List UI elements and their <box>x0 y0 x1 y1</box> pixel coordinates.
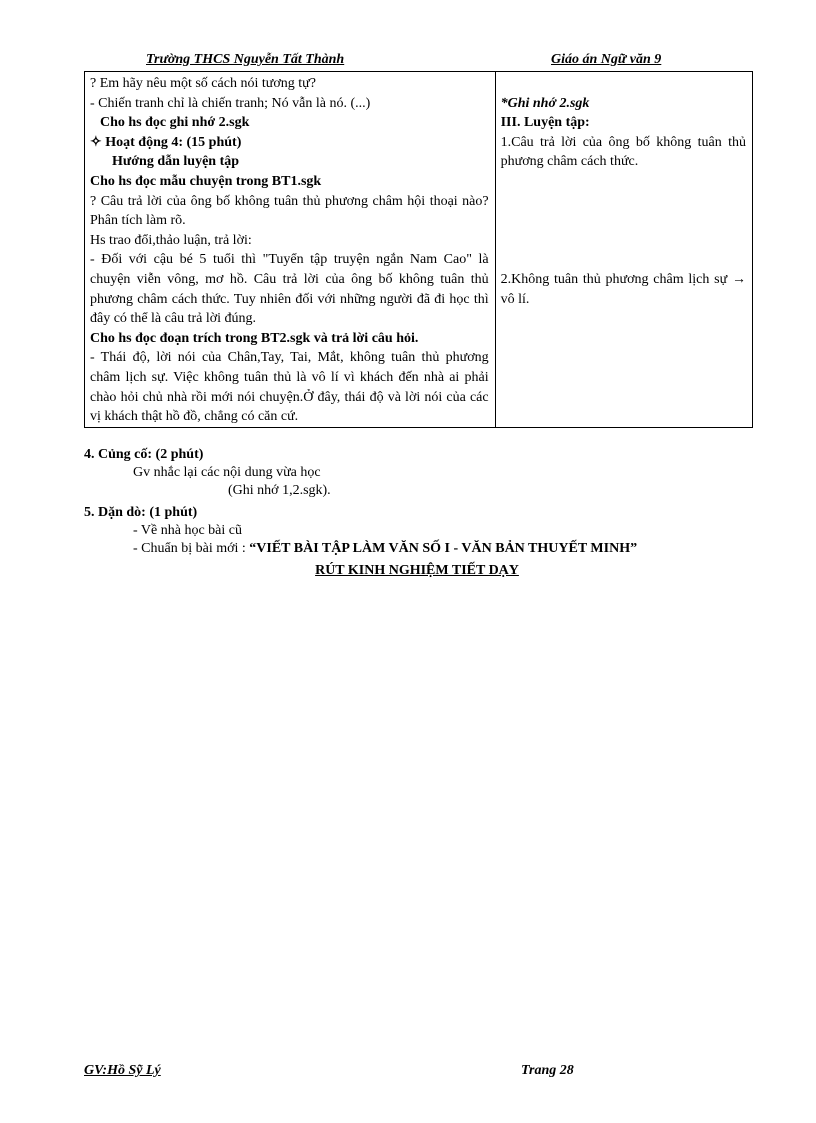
memo-note: *Ghi nhớ 2.sgk <box>500 95 590 111</box>
question-line: ? Em hãy nêu một số cách nói tương tự? <box>90 76 316 91</box>
section-4-line-2: (Ghi nhớ 1,2.sgk). <box>228 483 331 498</box>
lesson-table <box>84 71 753 428</box>
spacer <box>501 172 746 270</box>
instruction-line: Cho hs đọc ghi nhớ 2.sgk <box>100 115 250 131</box>
example-line: - Chiến tranh chỉ là chiến tranh; Nó vẫn là nó. (...) <box>90 95 371 111</box>
practice-heading: III. Luyện tập: <box>500 115 590 131</box>
subject-title: Giáo án Ngữ văn 9 <box>551 52 662 67</box>
teacher-name: GV:Hồ Sỹ Lý <box>84 1063 161 1078</box>
practice-item-2-result: vô lí. <box>500 291 530 307</box>
table-row <box>85 72 753 428</box>
activity-heading <box>90 133 489 153</box>
instruction-line: Cho hs đọc đoạn trích trong BT2.sgk và trả lời câu hỏi. <box>90 330 419 346</box>
answer-paragraph: - Đối với cậu bé 5 tuổi thì "Tuyển tập truyện ngắn Nam Cao" là chuyện viễn vông, mơ hồ. Câu trả lời của ông bố không tuân thủ phương châm cách thức. Tuy nhiên đối với những người đã đi học thì đây có thể là câu trả lời đúng. <box>90 252 489 327</box>
question-paragraph: ? Câu trả lời của ông bố không tuân thủ phương châm hội thoại nào? Phân tích làm rõ. <box>90 193 489 229</box>
practice-item-2 <box>501 270 746 309</box>
activity-column <box>85 72 496 428</box>
experience-title: RÚT KINH NGHIỆM TIẾT DẠY <box>315 563 519 578</box>
school-name: Trường THCS Nguyễn Tất Thành <box>146 52 345 67</box>
diamond-icon: ✧ <box>90 134 102 150</box>
section-5-line-2-prefix: - Chuẩn bị bài mới : <box>133 541 246 556</box>
section-5-line-2 <box>84 540 784 558</box>
page-number: Trang 28 <box>521 1063 574 1078</box>
spacer <box>501 74 746 94</box>
section-5-heading: 5. Dặn dò: (1 phút) <box>84 505 198 520</box>
page-header <box>84 52 752 72</box>
practice-item-2-text: 2.Không tuân thủ phương châm lịch sự <box>500 271 728 287</box>
content-column <box>495 72 752 428</box>
arrow-right-icon: → <box>732 271 746 287</box>
section-5-line-1: - Về nhà học bài cũ <box>133 523 242 538</box>
answer-paragraph: - Thái độ, lời nói của Chân,Tay, Tai, Mắt, không tuân thủ phương châm lịch sự. Việc không tuân thủ là vô lí vì khách đến nhà ai phải chào hỏi chủ nhà rồi mới nói chuyện.Ở đây, thái độ và lời nói của các vị khách thật hồ đồ, chẳng có căn cứ. <box>90 350 489 425</box>
assignment-title: “VIẾT BÀI TẬP LÀM VĂN SỐ I - VĂN BẢN THUYẾT MINH” <box>249 541 638 556</box>
section-4-heading: 4. Củng cố: (2 phút) <box>84 447 204 462</box>
activity-subtitle: Hướng dẫn luyện tập <box>112 154 240 170</box>
instruction-line: Cho hs đọc mẫu chuyện trong BT1.sgk <box>90 173 322 189</box>
discussion-line: Hs trao đổi,thảo luận, trả lời: <box>90 232 252 248</box>
section-4-line-1: Gv nhắc lại các nội dung vừa học <box>133 465 321 480</box>
closing-sections <box>84 446 784 558</box>
practice-item-1: 1.Câu trả lời của ông bố không tuân thủ phương châm cách thức. <box>500 134 746 170</box>
activity-title: Hoạt động 4: (15 phút) <box>105 134 242 150</box>
